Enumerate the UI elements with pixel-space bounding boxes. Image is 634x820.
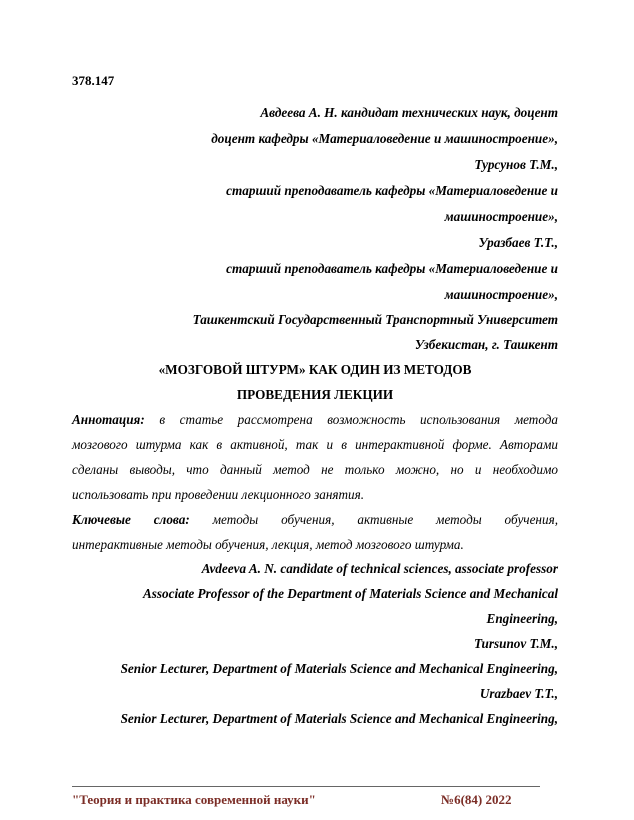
article-title-line: ПРОВЕДЕНИЯ ЛЕКЦИИ [236, 387, 394, 402]
abstract-line: сделаны выводы, что данный метод не только можно, но и необходимо [72, 462, 558, 477]
footer-journal-title: "Теория и практика современной науки" [72, 792, 316, 807]
keywords-text: методы обучения, активные методы обучения, [212, 512, 558, 527]
author-ru-line: Турсунов Т.М., [474, 157, 558, 172]
keywords-label: Ключевые слова: [72, 512, 190, 527]
author-en-line: Tursunov T.M., [473, 636, 558, 651]
abstract-line: использовать при проведении лекционного занятия. [72, 487, 365, 502]
author-en-line: Associate Professor of the Department of Materials Science and Mechanical [142, 586, 558, 601]
article-title-line: «МОЗГОВОЙ ШТУРМ» КАК ОДИН ИЗ МЕТОДОВ [158, 362, 472, 377]
abstract-line [72, 412, 558, 428]
author-ru-line: Уразбаев Т.Т., [478, 235, 558, 250]
footer-divider [72, 786, 540, 787]
author-en-line: Engineering, [486, 611, 558, 626]
abstract-label: Аннотация: [72, 412, 145, 427]
author-en-line: Avdeeva A. N. candidate of technical sciences, associate professor [201, 561, 558, 576]
author-en-line: Senior Lecturer, Department of Materials Science and Mechanical Engineering, [120, 661, 558, 676]
author-ru-line: Ташкентский Государственный Транспортный Университет [192, 312, 558, 327]
author-ru-line: машиностроение», [444, 209, 558, 224]
author-ru-line: доцент кафедры «Материаловедение и машиностроение», [211, 131, 558, 146]
author-ru-line: Авдеева А. Н. кандидат технических наук, доцент [260, 105, 558, 120]
author-en-line: Senior Lecturer, Department of Materials Science and Mechanical Engineering, [120, 711, 558, 726]
abstract-line: мозгового штурма как в активной, так и в интерактивной форме. Авторами [72, 437, 558, 452]
author-en-line: Urazbaev T.T., [479, 686, 558, 701]
author-ru-line: старший преподаватель кафедры «Материаловедение и [226, 261, 558, 276]
abstract-text: в статье рассмотрена возможность использования метода [159, 412, 558, 427]
author-ru-line: машиностроение», [444, 287, 558, 302]
author-ru-line: старший преподаватель кафедры «Материаловедение и [226, 183, 558, 198]
author-ru-line: Узбекистан, г. Ташкент [414, 337, 558, 352]
keywords-line: интерактивные методы обучения, лекция, метод мозгового штурма. [72, 537, 464, 552]
footer-issue-number: №6(84) 2022 [441, 792, 512, 807]
keywords-line [72, 512, 558, 528]
udc-code: 378.147 [72, 73, 115, 88]
